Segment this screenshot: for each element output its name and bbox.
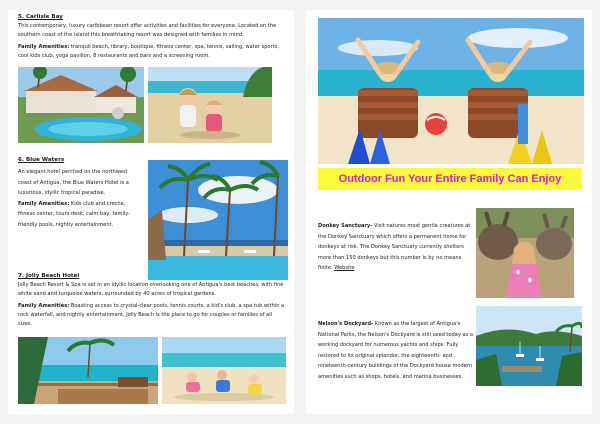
jolly-beach-terrace-photo [18,337,158,404]
donkey-girl-photo [476,208,574,298]
donkey-sanctuary-line: the Donkey Sanctuary which offers a permanent home for [318,233,467,240]
carlisle-amenities-label: Family Amenities: [18,44,70,50]
beach-chairs-photo [318,18,584,164]
jolly-beach-amenities [18,302,286,329]
right-page [306,10,592,414]
donkey-sanctuary-line: donkeys at risk. The Donkey Sanctuary currently shelters [318,244,464,251]
carlisle-heading: 5. Carlisle Bay [18,14,63,20]
nelsons-dockyard-line: National Parks, the Nelson's Dockyard is still used today as a [318,331,474,338]
nelsons-dockyard-line: nineteenth-century buildings of the Dockyard house modern [318,363,473,370]
carlisle-amenities [18,43,288,61]
blue-waters-amenities-text: Kids club and creche, [70,200,126,207]
carlisle-kids-beach-photo [148,67,272,143]
donkey-sanctuary-line: Visit natures most gentle creatures at [373,223,471,229]
carlisle-amenities-text: tranquil beach, library, boutique, fitness center, spa, tennis, sailing, water sports, cool kids club, yoga pavilion, 8 restaurants and bars and a screening room. [18,44,279,59]
outdoor-fun-banner: Outdoor Fun Your Entire Family Can Enjoy [318,168,582,190]
left-page [8,10,294,414]
jolly-beach-description: Jolly Beach Resort & Spa is set in an idyllic location overlooking one of Antigua's best beaches, with fine white sand and turquoise waters, surrounded by 40 acres of tropical gardens. [18,282,284,297]
donkey-sanctuary-line: more than 150 donkeys but this number is by no means [318,254,462,261]
nelsons-dockyard-line: restored to its original splendor, the eighteenth- and [318,352,453,359]
jolly-beach-sand-photo [162,337,286,404]
blue-waters-amenities-label: Family Amenities: [18,200,70,207]
nelsons-dockyard-line: working dockyard for numerous yachts and ships. Fully [318,342,459,349]
nelsons-dockyard-label: Nelson's Dockyard- [318,321,374,327]
blue-waters-line: luxurious, idyllic tropical paradise. [18,190,106,196]
nelsons-dockyard-text [318,319,492,383]
nelsons-dockyard-photo [476,306,582,386]
donkey-sanctuary-text [318,221,488,274]
blue-waters-heading: 6. Blue Waters [18,157,65,163]
donkey-sanctuary-line: finite. [318,265,333,272]
jolly-beach-heading: 7. Jolly Beach Hotel [18,273,80,279]
donkey-website-link[interactable]: Website [334,265,355,272]
carlisle-description: This contemporary, luxury caribbean resort offer activities and facilities for everyone. Located on the southern coast of the island this breathtaking resort was designed with families in mind. [18,23,277,38]
carlisle-pool-photo [18,67,144,143]
jolly-beach-amenities-label: Family Amenities: [18,303,70,309]
blue-waters-pool-photo [148,160,288,280]
nelsons-dockyard-line: amenities such as shops, hotels, and marina businesses. [318,373,463,380]
blue-waters-amenities-text: friendly pools, nightly entertainment. [18,221,114,228]
blue-waters-description [18,167,146,230]
blue-waters-line: coast of Antigua, the Blue Waters Hotel is a [18,179,129,186]
donkey-sanctuary-label: Donkey Sanctuary- [318,223,373,229]
jolly-beach-amenities-text: Boasting access to crystal-clear pools, tennis courts, a kid's club, a spa tub within a rock waterfall, and nightly entertainment, Jolly Beach is the place to go for couples or families of all sizes. [18,303,285,327]
blue-waters-amenities-text: fitness center, tours desk, calm bay, family- [18,211,131,217]
nelsons-dockyard-line: Known as the largest of Antigua's [374,321,461,327]
blue-waters-line: An elegant hotel perched on the northwest [18,169,128,175]
